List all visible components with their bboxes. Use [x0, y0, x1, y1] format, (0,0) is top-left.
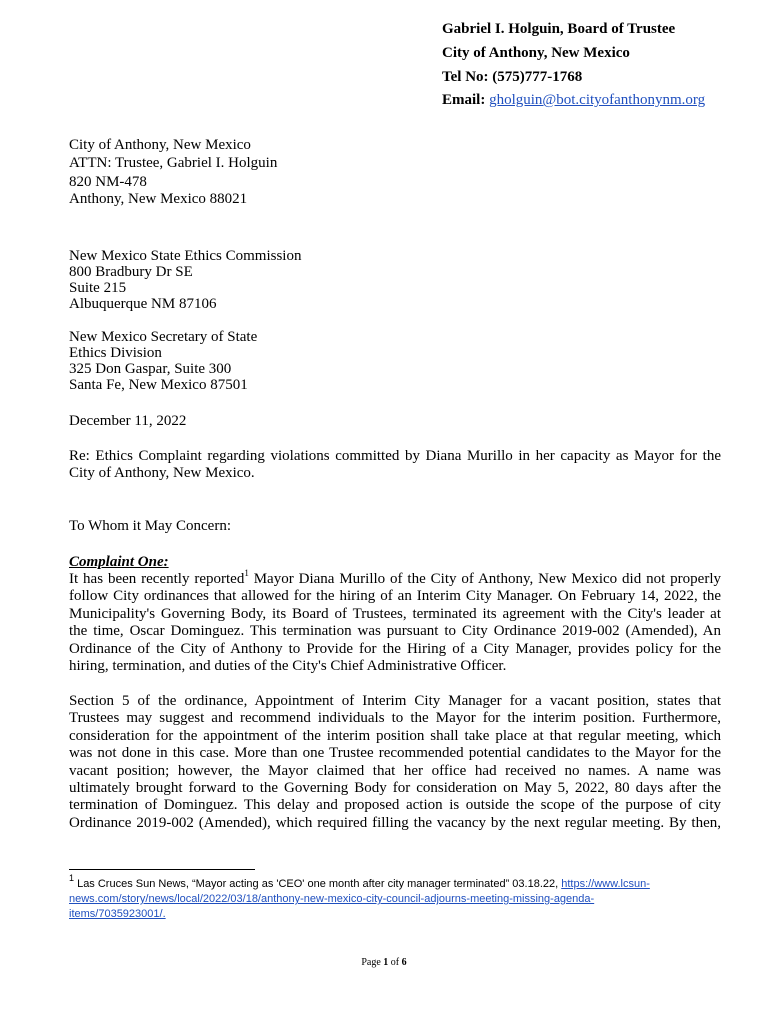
page-total: 6	[401, 957, 407, 968]
paragraph-1-lead-rest: Mayor Diana Murillo of the City of Anthony, New Mexico did not properly	[248, 571, 721, 587]
paragraph-1-line: Municipality's Governing Body, its Board of Trustees, terminated its agreement with the City's leader at	[69, 605, 721, 622]
footnote-link[interactable]: items/7035923001/.	[69, 908, 166, 920]
paragraph-2-line: consideration for the appointment of the interim position shall take place at that regular meeting, which	[69, 727, 721, 744]
recipient1-line: Albuquerque NM 87106	[69, 296, 217, 312]
recipient2-line: Santa Fe, New Mexico 87501	[69, 377, 248, 393]
sender-city: City of Anthony, New Mexico	[442, 45, 630, 61]
page-current: 1	[383, 957, 389, 968]
paragraph-2-line: ultimately brought forward to the Governing Body for consideration on May 5, 2022, 80 days after the	[69, 780, 721, 797]
sender-email-row	[442, 92, 705, 109]
paragraph-2-line: termination of Dominguez. This delay and proposed action is outside the scope of the purpose of city	[69, 797, 721, 814]
sender-address-line: ATTN: Trustee, Gabriel I. Holguin	[69, 155, 278, 171]
recipient2-line: Ethics Division	[69, 345, 162, 361]
email-label: Email:	[442, 92, 486, 108]
sender-phone: Tel No: (575)777-1768	[442, 69, 583, 85]
letter-date: December 11, 2022	[69, 413, 187, 429]
footnote-text: Las Cruces Sun News, “Mayor acting as 'CEO' one month after city manager terminated” 03.18.22,	[74, 878, 562, 890]
paragraph-2-line: vacant position; however, the Mayor claimed that her office had received no names. A name was	[69, 762, 721, 779]
page-of-word: of	[390, 957, 400, 968]
sender-address-line: City of Anthony, New Mexico	[69, 137, 251, 153]
footnote-link[interactable]: news.com/story/news/local/2022/03/18/anthony-new-mexico-city-council-adjourns-meeting-missing-agenda-	[69, 893, 595, 905]
complaint-heading: Complaint One:	[69, 554, 169, 570]
paragraph-1-lead: It has been recently reported	[69, 571, 245, 587]
paragraph-2	[69, 693, 721, 832]
paragraph-1-line	[69, 568, 721, 588]
sender-address-line: 820 NM-478	[69, 174, 147, 190]
paragraph-2-line: Trustees may suggest and recommend individuals to the Mayor for the interim position. Furthermore,	[69, 710, 721, 727]
subject-line	[69, 448, 721, 483]
footnote-divider	[69, 869, 255, 870]
recipient2-line: 325 Don Gaspar, Suite 300	[69, 361, 232, 377]
email-link[interactable]: gholguin@bot.cityofanthonynm.org	[489, 92, 706, 108]
paragraph-2-line: Section 5 of the ordinance, Appointment of Interim City Manager for a vacant position, states that	[69, 693, 721, 709]
page-number	[0, 957, 768, 968]
paragraph-2-line: Ordinance 2019-002 (Amended), which required filling the vacancy by the next regular meeting. By then,	[69, 814, 721, 831]
sender-name: Gabriel I. Holguin, Board of Trustee	[442, 21, 676, 37]
footnote	[69, 873, 709, 922]
paragraph-2-line: was not done in this case. More than one Trustee recommended potential candidates to the Mayor for the	[69, 745, 721, 762]
salutation: To Whom it May Concern:	[69, 518, 231, 534]
recipient1-line: New Mexico State Ethics Commission	[69, 248, 302, 264]
subject-line-1: Re: Ethics Complaint regarding violations committed by Diana Murillo in her capacity as Mayor for the	[69, 448, 721, 464]
page-word: Page	[361, 957, 381, 968]
footnote-ref[interactable]: 1	[244, 568, 249, 578]
recipient1-line: Suite 215	[69, 280, 127, 296]
paragraph-1-line: hiring, termination, and duties of the City's Chief Administrative Officer.	[69, 658, 507, 675]
paragraph-1-line: the time, Oscar Dominguez. This termination was pursuant to City Ordinance 2019-002 (Amended), An	[69, 623, 721, 640]
sender-address-line: Anthony, New Mexico 88021	[69, 191, 248, 207]
paragraph-1	[69, 568, 721, 675]
recipient2-line: New Mexico Secretary of State	[69, 329, 258, 345]
subject-line-2: City of Anthony, New Mexico.	[69, 465, 255, 482]
footnote-number: 1	[69, 873, 75, 884]
footnote-link[interactable]: https://www.lcsun-	[561, 878, 650, 890]
recipient1-line: 800 Bradbury Dr SE	[69, 264, 193, 280]
paragraph-1-line: Ordinance of the City of Anthony to Provide for the Hiring of a City Manager, provides policy for the	[69, 640, 721, 657]
paragraph-1-line: follow City ordinances that allowed for the hiring of an Interim City Manager. On February 14, 2022, the	[69, 588, 721, 605]
